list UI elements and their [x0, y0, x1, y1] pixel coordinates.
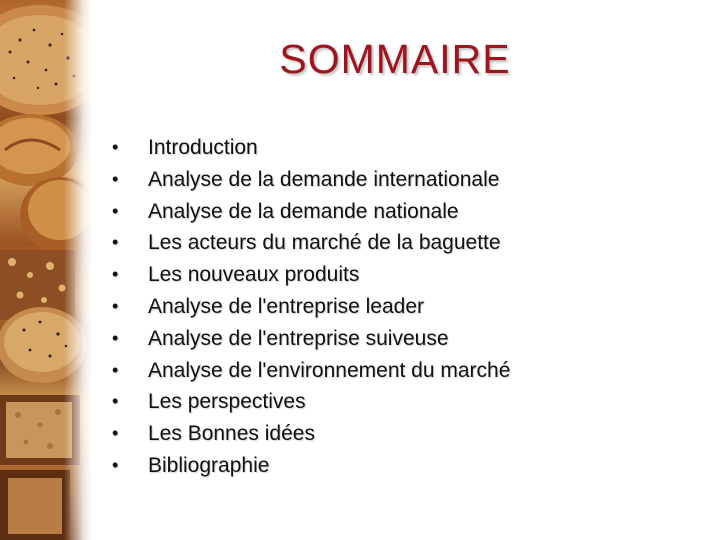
- bullet: •: [112, 168, 119, 189]
- image-fade: [64, 0, 92, 540]
- toc-item: [112, 259, 510, 291]
- bullet: •: [112, 295, 119, 316]
- toc-item-text: Les nouveaux produits: [148, 263, 360, 287]
- toc-item: [112, 164, 510, 196]
- toc-item-text: Les acteurs du marché de la baguette: [148, 231, 501, 255]
- bullet: •: [112, 232, 119, 253]
- toc-item-text: Introduction: [148, 136, 258, 159]
- toc-item-text: Analyse de la demande internationale: [148, 167, 500, 191]
- bullet: •: [112, 137, 119, 157]
- toc-item-text: Bibliographie: [148, 453, 270, 477]
- toc-item-text: Les Bonnes idées: [148, 422, 315, 446]
- toc-item: [112, 291, 510, 323]
- toc-item-text: Analyse de la demande nationale: [148, 199, 459, 223]
- toc-item: [112, 196, 510, 228]
- toc-item-text: Analyse de l'environnement du marché: [148, 358, 511, 382]
- bread-photo-image: [0, 0, 92, 540]
- toc-item: [112, 323, 510, 355]
- toc-item: [112, 450, 510, 482]
- bullet: •: [112, 391, 119, 412]
- toc-item: [112, 386, 510, 418]
- bullet: •: [112, 327, 119, 348]
- toc-item: [112, 132, 510, 164]
- toc-item-text: Analyse de l'entreprise suiveuse: [148, 326, 449, 350]
- table-of-contents: [112, 132, 510, 482]
- bullet: •: [112, 200, 119, 221]
- toc-item: [112, 418, 510, 450]
- bullet: •: [112, 423, 119, 444]
- bullet: •: [112, 454, 119, 475]
- toc-item-text: Les perspectives: [148, 390, 306, 414]
- slide-title: SOMMAIRE: [279, 36, 511, 82]
- bullet: •: [112, 264, 119, 285]
- toc-item: [112, 227, 510, 259]
- bullet: •: [112, 359, 119, 380]
- toc-item-text: Analyse de l'entreprise leader: [148, 294, 425, 318]
- toc-item: [112, 355, 510, 387]
